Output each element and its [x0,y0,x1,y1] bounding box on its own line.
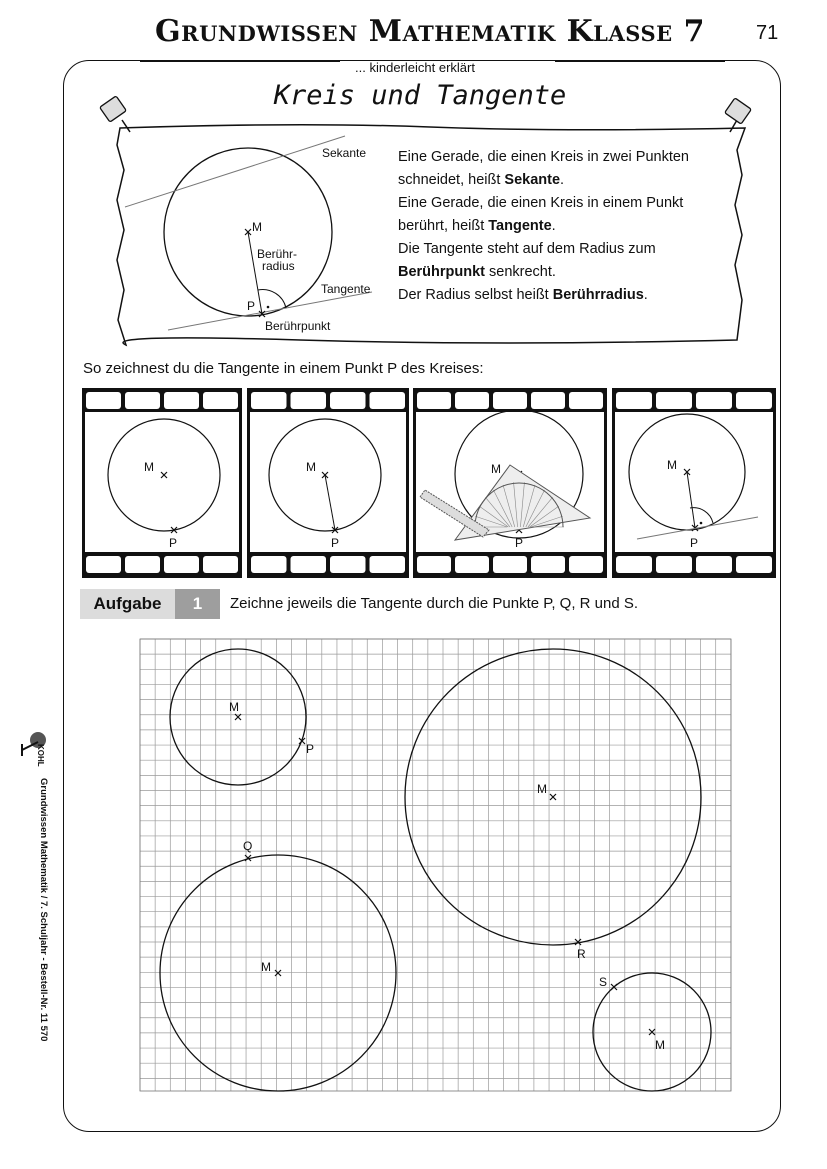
filmstrip-frame-1 [82,388,242,578]
info-line: Eine Gerade, die einen Kreis in zwei Punkten [398,149,689,165]
film-hole [531,392,565,409]
grid-label-s: S [599,975,608,989]
film-hole [616,556,652,573]
film3-label-p: P [515,536,524,550]
film-hole [86,556,121,573]
label-tangente: Tangente [321,282,371,296]
film-hole [251,392,287,409]
film-hole [569,392,603,409]
grid-label-m3: M [261,960,271,974]
film-hole [203,556,238,573]
info-line: Die Tangente steht auf dem Radius zum [398,241,656,257]
info-line: schneidet, heißt Sekante. [398,172,565,188]
film-hole [417,556,451,573]
right-angle-arc [258,290,286,308]
film-hole [251,556,287,573]
film-hole [125,392,160,409]
film4-label-m: M [667,458,677,472]
task-number: 1 [175,589,220,619]
film-hole [493,392,527,409]
term-beruehrradius: Berührradius [552,287,644,303]
grid-label-m4: M [655,1038,665,1052]
task-circle-3 [160,855,396,1091]
filmstrip-frame-2 [247,388,409,578]
term-beruehrpunkt: Berührpunkt [398,264,485,280]
film-angle-dot [700,522,703,525]
term-tangente: Tangente [488,218,552,234]
page-number: 71 [756,22,779,44]
film1-label-p: P [169,536,178,550]
label-radius-2: radius [262,259,295,273]
film-hole [493,556,527,573]
pin-left-icon [100,96,130,132]
task-badge: Aufgabe [80,589,175,619]
film-hole [696,392,732,409]
film-hole [736,392,772,409]
film-hole [616,392,652,409]
film-hole [417,392,451,409]
film4-label-p: P [690,536,699,550]
film-hole [455,556,489,573]
film-hole [330,556,366,573]
film-hole [330,392,366,409]
film-hole [656,556,692,573]
task-cross-point [611,984,617,990]
film-hole [291,556,327,573]
film-hole [696,556,732,573]
info-line: Der Radius selbst heißt Berührradius. [398,287,648,303]
film2-label-p: P [331,536,340,550]
label-sekante: Sekante [322,146,367,160]
term-sekante: Sekante [504,172,561,188]
grid-label-p: P [306,742,315,756]
task-cross-m [275,970,281,976]
page-title: Grundwissen Mathematik Klasse 7 [155,14,705,49]
info-line: Berührpunkt senkrecht. [398,264,556,280]
task-text: Zeichne jeweils die Tangente durch die Punkte P, Q, R und S. [230,595,639,612]
task-circle-2 [405,649,701,945]
film-hole [125,556,160,573]
film3-label-m: M [491,462,501,476]
label-center-m: M [252,220,262,234]
grid-label-q: Q [243,839,253,853]
grid-label-m2: M [537,782,547,796]
film-hole [736,556,772,573]
publisher-logo-text: KOHL [36,744,45,767]
film-hole [531,556,565,573]
film-hole [569,556,603,573]
publisher-sidebar [12,730,52,1110]
film-hole [86,392,121,409]
filmstrips [82,388,776,578]
section-title: Kreis und Tangente [273,80,567,111]
film-hole [164,556,199,573]
page-subtitle: ... kinderleicht erklärt [355,60,475,75]
secant-line [125,136,345,207]
film-hole [656,392,692,409]
grid-label-r: R [577,947,586,961]
info-line: berührt, heißt Tangente. [398,218,556,234]
publisher-order-text: Grundwissen Mathematik / 7. Schuljahr - Bestell-Nr. 11 570 [38,778,49,1042]
grid-label-m1: M [229,700,239,714]
film-hole [291,392,327,409]
film2-label-m: M [306,460,316,474]
film-hole [203,392,238,409]
instruction-text: So zeichnest du die Tangente in einem Punkt P des Kreises: [83,360,484,377]
filmstrip-frame-3 [413,388,607,578]
label-radius-1: Berühr- [257,247,298,261]
label-point-p: P [247,299,256,313]
info-text [398,146,738,307]
task-cross-m [550,794,556,800]
task-cross-m [649,1029,655,1035]
film1-label-m: M [144,460,154,474]
pin-right-icon [725,98,752,132]
film-hole [455,392,489,409]
task-circle-4 [593,973,711,1091]
label-beruehrpunkt: Berührpunkt [265,319,331,333]
film-hole [164,392,199,409]
film-hole [370,392,406,409]
film-hole [370,556,406,573]
info-line: Eine Gerade, die einen Kreis in einem Punkt [398,195,684,211]
